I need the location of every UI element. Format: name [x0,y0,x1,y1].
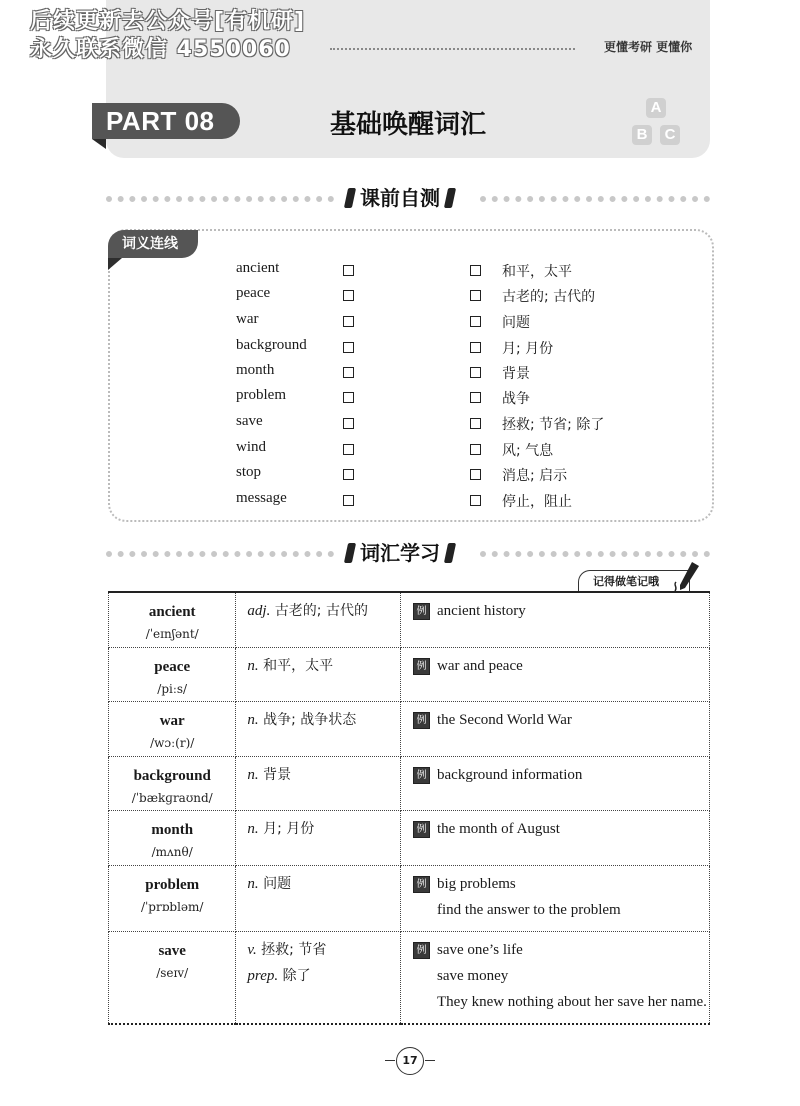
matching-meaning: 停止，阻止 [502,494,572,510]
part-label: PART 08 [92,103,240,139]
definition [236,963,400,989]
definition-cell [236,701,401,756]
matching-row [0,335,800,360]
header-dotted-rule [330,48,575,50]
checkbox-right[interactable] [470,342,481,353]
example-icon: 例 [413,942,430,959]
matching-meaning: 战争 [502,391,530,407]
example-icon: 例 [413,603,430,620]
matching-word: problem [236,387,286,403]
checkbox-right[interactable] [470,444,481,455]
matching-word: message [236,490,287,506]
headword: save [158,942,186,959]
matching-meaning: 拯救; 节省; 除了 [502,417,605,433]
headword: war [159,712,185,729]
example-sentence: They knew nothing about her save her name. [437,993,707,1010]
watermark [30,8,305,64]
matching-word: war [236,311,259,327]
vocab-row [109,931,710,1024]
example-sentence: save one’s life [437,941,523,958]
definition-cell [236,756,401,810]
matching-word: ancient [236,260,280,276]
bracket-left-icon [344,188,356,208]
matching-meaning: 消息; 启示 [502,468,568,484]
matching-meaning: 古老的; 古代的 [502,289,596,305]
matching-word: wind [236,439,266,455]
definition-text: 背景 [263,766,292,783]
definition [236,811,400,842]
definition-cell [236,592,401,647]
watermark-line-2: 永久联系微信 4550060 [30,37,291,62]
vocab-row [109,810,710,865]
matching-word: month [236,362,275,378]
example-sentence: find the answer to the problem [437,901,621,918]
matching-row [0,462,800,487]
phonetic: /piːs/ [157,681,188,696]
watermark-line-1: 后续更新去公众号[有机研] [30,9,306,34]
bracket-left-icon [344,543,356,563]
pen-icon [672,560,702,594]
example-cell [401,865,710,931]
checkbox-left[interactable] [343,316,354,327]
section-title-pretest [340,182,460,211]
page-title: 基础唤醒词汇 [330,110,487,140]
headword: problem [145,876,200,893]
checkbox-left[interactable] [343,444,354,455]
matching-meaning: 背景 [502,366,530,382]
definition-text: 问题 [263,875,292,892]
section-rule-left [106,551,334,557]
note-reminder-tab: 记得做笔记哦 [578,570,690,593]
section-title-vocab [340,537,460,566]
matching-row [0,309,800,334]
matching-word: stop [236,464,262,480]
checkbox-right[interactable] [470,418,481,429]
example-sentence: the month of August [437,820,560,837]
part-of-speech: n. [247,875,259,892]
matching-word: background [236,337,307,353]
definition [236,932,400,963]
checkbox-right[interactable] [470,495,481,506]
matching-row [0,385,800,410]
matching-tab-label: 词义连线 [108,230,198,258]
definition [236,648,400,679]
definition [236,593,400,624]
definition-cell [236,931,401,1024]
example-cell [401,810,710,865]
definition [236,757,400,788]
definition-text: 战争; 战争状态 [263,711,357,728]
phonetic: /ˈeɪnʃənt/ [145,627,199,641]
matching-meaning: 和平，太平 [502,264,572,280]
definition [236,702,400,733]
checkbox-right[interactable] [470,392,481,403]
page-number: 17 [396,1047,424,1075]
part-label-fold [92,139,106,149]
matching-word: peace [236,285,271,301]
example-sentence: big problems [437,875,516,892]
checkbox-left[interactable] [343,418,354,429]
word-cell [109,647,236,701]
definition-text: 古老的; 古代的 [274,603,368,619]
headword: peace [154,658,191,675]
example-cell [401,647,710,701]
vocab-row [109,592,710,647]
abc-icon-a: A [646,98,666,118]
matching-row [0,360,800,385]
section-rule-right [480,196,710,202]
phonetic: /wɔː(r)/ [150,735,195,750]
checkbox-left[interactable] [343,495,354,506]
example-cell [401,756,710,810]
vocab-row [109,865,710,931]
matching-row [0,411,800,436]
example-sentence: ancient history [437,603,526,619]
example-icon: 例 [413,821,430,838]
phonetic: /mʌnθ/ [151,844,193,859]
example-sentence: the Second World War [437,711,572,728]
matching-word: save [236,413,263,429]
example-sentence: background information [437,766,583,783]
checkbox-right[interactable] [470,265,481,276]
checkbox-left[interactable] [343,469,354,480]
vocab-row [109,647,710,701]
example-icon: 例 [413,658,430,675]
checkbox-right[interactable] [470,290,481,301]
checkbox-right[interactable] [470,316,481,327]
word-cell [109,931,236,1024]
example-icon: 例 [413,876,430,893]
word-cell [109,756,236,810]
headword: ancient [148,604,196,620]
example-cell [401,931,710,1024]
checkbox-left[interactable] [343,342,354,353]
section-title-text: 课前自测 [360,186,440,210]
abc-icon-c: C [660,125,680,145]
bracket-right-icon [444,543,456,563]
matching-meaning: 月; 月份 [502,341,554,357]
definition-text: 除了 [282,967,311,984]
bracket-right-icon [444,188,456,208]
part-of-speech: v. [247,941,257,958]
definition [236,866,400,897]
section-title-text: 词汇学习 [360,541,440,565]
part-of-speech: n. [247,766,259,783]
headword: background [133,767,211,784]
part-of-speech: adj. [247,603,271,619]
word-cell [109,592,236,647]
definition-cell [236,865,401,931]
vocab-row [109,756,710,810]
matching-row [0,283,800,308]
checkbox-left[interactable] [343,265,354,276]
phonetic: /ˈprɒbləm/ [140,899,204,914]
example-cell [401,592,710,647]
section-rule-right [480,551,710,557]
part-of-speech: n. [247,657,259,674]
matching-meaning: 问题 [502,315,530,331]
matching-row [0,258,800,283]
matching-row [0,437,800,462]
header-slogan: 更懂考研 更懂你 [604,40,693,54]
definition-cell [236,810,401,865]
definition-text: 月; 月份 [263,820,315,837]
part-of-speech: prep. [247,967,279,984]
example-sentence: war and peace [437,657,523,674]
checkbox-left[interactable] [343,290,354,301]
checkbox-right[interactable] [470,367,481,378]
checkbox-left[interactable] [343,392,354,403]
definition-text: 拯救; 节省 [261,941,327,958]
part-of-speech: n. [247,711,259,728]
section-rule-left [106,196,334,202]
phonetic: /seɪv/ [156,965,189,980]
vocab-row [109,701,710,756]
example-icon: 例 [413,712,430,729]
example-sentence: save money [437,967,509,984]
word-cell [109,810,236,865]
example-cell [401,701,710,756]
definition-text: 和平，太平 [263,657,334,674]
definition-cell [236,647,401,701]
checkbox-left[interactable] [343,367,354,378]
abc-icon-b: B [632,125,652,145]
matching-meaning: 风; 气息 [502,443,554,459]
matching-row [0,488,800,513]
word-cell [109,865,236,931]
checkbox-right[interactable] [470,469,481,480]
phonetic: /ˈbækɡraʊnd/ [131,790,213,805]
word-cell [109,701,236,756]
vocab-table [108,591,710,1025]
example-icon: 例 [413,767,430,784]
headword: month [151,821,194,838]
part-of-speech: n. [247,820,259,837]
